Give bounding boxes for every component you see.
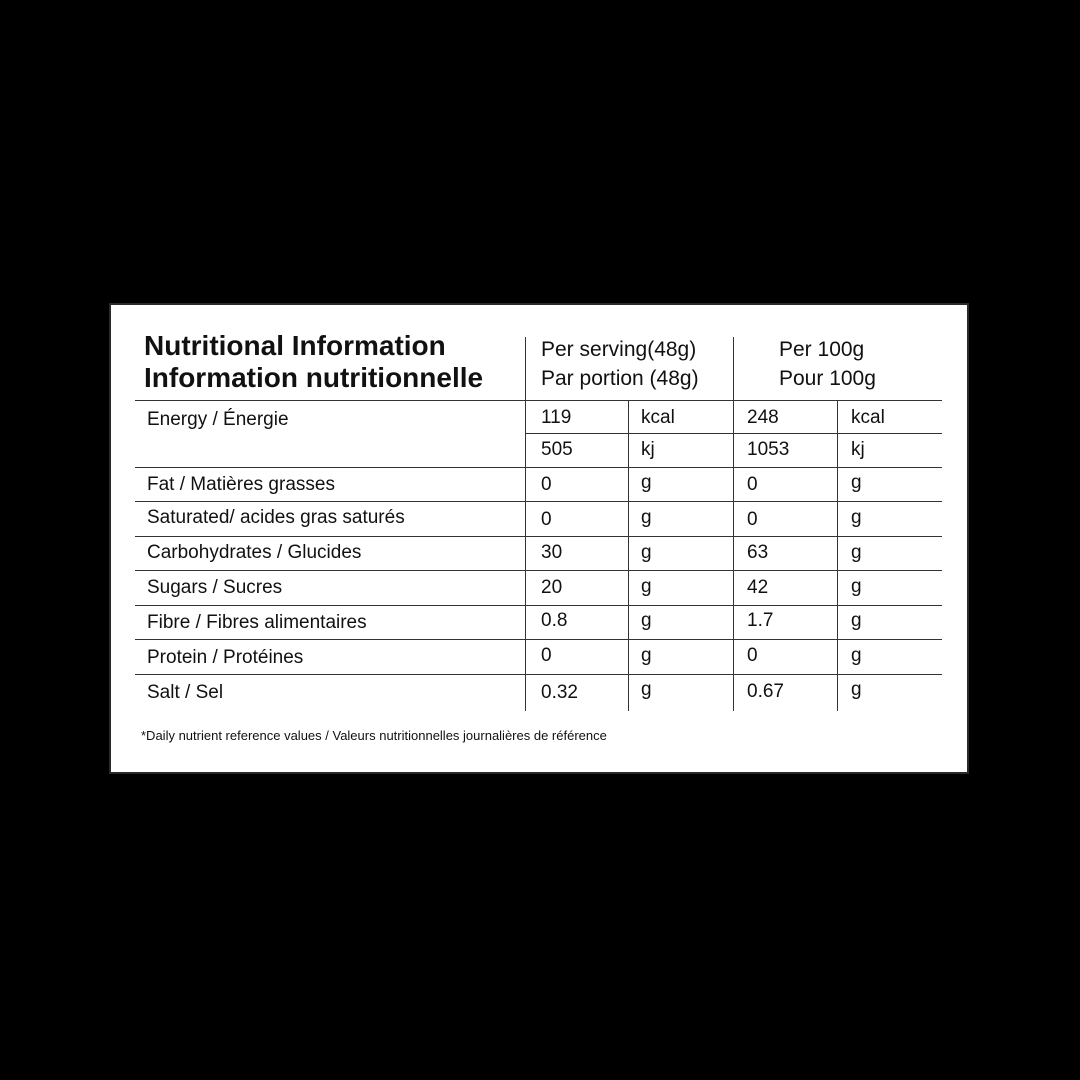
sugars-per100-value: 42	[747, 577, 769, 598]
divider-per100-column	[733, 337, 734, 711]
salt-serving-unit: g	[641, 679, 652, 700]
energy-kcal-per100-value: 248	[747, 407, 779, 428]
per-serving-header-english: Per serving(48g)	[541, 338, 697, 361]
fibre-serving-unit: g	[641, 610, 652, 631]
divider-serving-column	[525, 337, 526, 711]
rule-row	[135, 467, 942, 468]
fat-serving-unit: g	[641, 472, 652, 493]
saturated-per100-value: 0	[747, 509, 758, 530]
carbohydrates-serving-unit: g	[641, 542, 652, 563]
row-label-carbohydrates: Carbohydrates / Glucides	[147, 542, 362, 563]
saturated-serving-value: 0	[541, 509, 552, 530]
sugars-serving-value: 20	[541, 577, 563, 598]
divider-per100-unit	[837, 400, 838, 711]
energy-kj-per100-unit: kj	[851, 439, 865, 460]
protein-per100-value: 0	[747, 645, 758, 666]
carbohydrates-per100-value: 63	[747, 542, 769, 563]
saturated-serving-unit: g	[641, 507, 652, 528]
rule-row	[135, 639, 942, 640]
divider-serving-unit	[628, 400, 629, 711]
rule-row	[135, 605, 942, 606]
energy-kj-serving-value: 505	[541, 439, 573, 460]
row-label-energy: Energy / Énergie	[147, 409, 289, 430]
energy-kj-serving-unit: kj	[641, 439, 655, 460]
fibre-per100-value: 1.7	[747, 610, 774, 631]
footnote: *Daily nutrient reference values / Valeurs nutritionnelles journalières de référence	[141, 728, 607, 743]
rule-row	[135, 536, 942, 537]
row-label-fat: Fat / Matières grasses	[147, 474, 335, 495]
saturated-per100-unit: g	[851, 507, 862, 528]
rule-energy-split	[525, 433, 942, 434]
row-label-saturated: Saturated/ acides gras saturés	[147, 507, 405, 528]
energy-kcal-serving-value: 119	[541, 407, 572, 428]
salt-per100-unit: g	[851, 679, 862, 700]
energy-kcal-serving-unit: kcal	[641, 407, 675, 428]
fibre-serving-value: 0.8	[541, 610, 568, 631]
fat-serving-value: 0	[541, 474, 552, 495]
title-english: Nutritional Information	[144, 330, 446, 361]
fat-per100-unit: g	[851, 472, 862, 493]
carbohydrates-serving-value: 30	[541, 542, 563, 563]
rule-row	[135, 570, 942, 571]
fat-per100-value: 0	[747, 474, 758, 495]
nutrition-label	[109, 303, 969, 774]
rule-header	[135, 400, 942, 401]
row-label-fibre: Fibre / Fibres alimentaires	[147, 612, 367, 633]
row-label-protein: Protein / Protéines	[147, 647, 304, 668]
rule-row	[135, 501, 942, 502]
protein-serving-unit: g	[641, 645, 652, 666]
row-label-sugars: Sugars / Sucres	[147, 577, 283, 598]
title-french: Information nutritionnelle	[144, 362, 484, 393]
per-serving-header-french: Par portion (48g)	[541, 367, 699, 390]
per-100g-header-english: Per 100g	[779, 338, 865, 361]
protein-per100-unit: g	[851, 645, 862, 666]
salt-per100-value: 0.67	[747, 681, 784, 702]
energy-kj-per100-value: 1053	[747, 439, 790, 460]
salt-serving-value: 0.32	[541, 682, 578, 703]
fibre-per100-unit: g	[851, 610, 862, 631]
carbohydrates-per100-unit: g	[851, 542, 862, 563]
per-100g-header-french: Pour 100g	[779, 367, 876, 390]
sugars-serving-unit: g	[641, 576, 652, 597]
protein-serving-value: 0	[541, 645, 552, 666]
row-label-salt: Salt / Sel	[147, 682, 224, 703]
sugars-per100-unit: g	[851, 576, 862, 597]
energy-kcal-per100-unit: kcal	[851, 407, 885, 428]
rule-row	[135, 674, 942, 675]
